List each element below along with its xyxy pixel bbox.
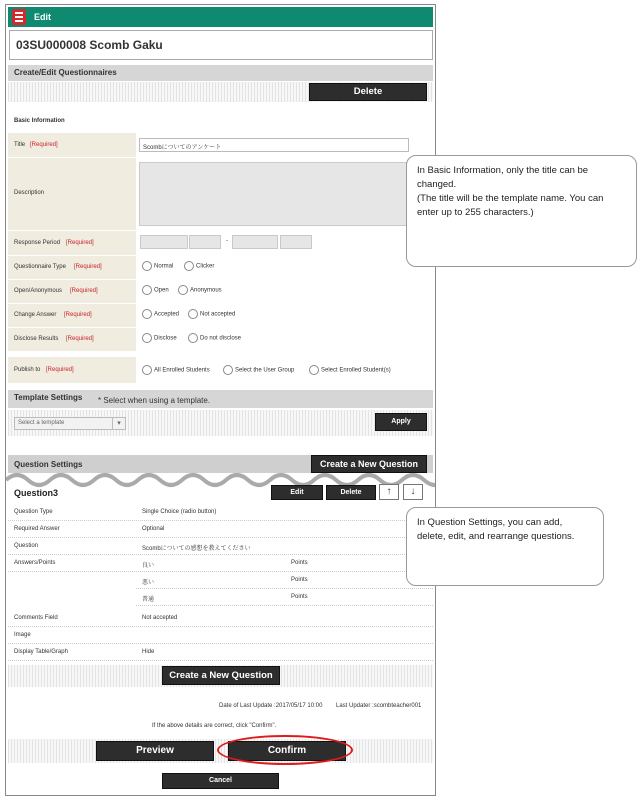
disclose-label: Disclose Results: [14, 336, 59, 342]
table-row: Answers/Points 良い Points: [8, 555, 433, 572]
required-tag: [Required]: [66, 336, 94, 342]
app-logo-icon: [12, 9, 26, 25]
anon-row-label: [8, 280, 136, 304]
required-tag: [Required]: [70, 288, 98, 294]
apply-button[interactable]: Apply: [375, 413, 427, 431]
table-row: Question Scombについての感想を教えてください: [8, 538, 433, 555]
radio-icon: [188, 333, 198, 343]
radio-icon: [142, 285, 152, 295]
chevron-down-icon: ▾: [112, 418, 125, 429]
required-tag: [Required]: [74, 264, 102, 270]
confirm-highlight-ellipse: [217, 735, 353, 765]
template-title: Template Settings: [14, 393, 83, 402]
end-date-input[interactable]: [232, 235, 278, 249]
not-disclose-option[interactable]: Do not disclose: [188, 333, 241, 343]
template-note: * Select when using a template.: [98, 396, 211, 405]
confirm-notice: If the above details are correct, click "Confirm".: [152, 723, 277, 729]
description-label: Description: [14, 190, 45, 196]
start-time-input[interactable]: [189, 235, 221, 249]
section-title: Create/Edit Questionnaires: [14, 68, 117, 77]
question-settings-callout: In Question Settings, you can add, delete, edit, and rearrange questions.: [406, 507, 604, 586]
cancel-button[interactable]: Cancel: [162, 773, 279, 789]
response-period-label: Response Period: [14, 240, 61, 246]
end-time-input[interactable]: [280, 235, 312, 249]
title-input-value: Scombについてのアンケート: [143, 145, 222, 151]
course-name: 03SU000008 Scomb Gaku: [16, 38, 163, 52]
course-name-box: [9, 30, 433, 60]
table-row: Question Type Single Choice (radio button): [8, 504, 433, 521]
preview-button[interactable]: Preview: [96, 741, 214, 761]
confirm-button[interactable]: Confirm: [228, 741, 346, 761]
table-row: Image: [8, 627, 433, 644]
edit-window: [5, 4, 436, 796]
response-period-row-label: [8, 231, 136, 256]
start-date-input[interactable]: [140, 235, 188, 249]
radio-icon: [142, 333, 152, 343]
create-question-button[interactable]: Create a New Question: [162, 666, 280, 685]
type-label: Questionnaire Type: [14, 264, 66, 270]
publish-students-option[interactable]: Select Enrolled Student(s): [309, 365, 391, 375]
required-tag: [Required]: [46, 367, 74, 373]
move-up-icon[interactable]: ↑: [379, 484, 399, 500]
publish-row-label: [8, 357, 136, 384]
radio-icon: [188, 309, 198, 319]
table-row: 普通 Points: [136, 589, 433, 606]
required-tag: [Required]: [30, 142, 58, 148]
description-row-label: [8, 158, 136, 231]
type-row-label: [8, 256, 136, 280]
type-normal-option[interactable]: Normal: [142, 261, 173, 271]
radio-icon: [309, 365, 319, 375]
publish-all-option[interactable]: All Enrolled Students: [142, 365, 210, 375]
change-row-label: [8, 304, 136, 328]
required-tag: [Required]: [66, 240, 94, 246]
question-name: Question3: [14, 488, 59, 498]
anon-open-option[interactable]: Open: [142, 285, 169, 295]
title-label: Title: [14, 142, 26, 148]
radio-icon: [142, 365, 152, 375]
table-row: Display Table/Graph Hide: [8, 644, 433, 661]
radio-icon: [184, 261, 194, 271]
table-row: 悪い Points: [136, 572, 433, 589]
type-clicker-option[interactable]: Clicker: [184, 261, 214, 271]
last-update: Date of Last Update :2017/05/17 10:00: [219, 703, 323, 709]
publish-group-option[interactable]: Select the User Group: [223, 365, 294, 375]
disclose-option[interactable]: Disclose: [142, 333, 177, 343]
edit-question-button[interactable]: Edit: [271, 485, 323, 500]
change-label: Change Answer: [14, 312, 57, 318]
title-row-label: [8, 133, 136, 158]
description-textarea[interactable]: [139, 162, 409, 226]
basic-info-title: Basic Information: [14, 118, 65, 124]
window-title: Edit: [34, 12, 51, 22]
create-question-button-top[interactable]: Create a New Question: [311, 455, 427, 473]
required-tag: [Required]: [64, 312, 92, 318]
template-select[interactable]: [14, 417, 126, 430]
radio-icon: [178, 285, 188, 295]
anon-anonymous-option[interactable]: Anonymous: [178, 285, 222, 295]
publish-label: Publish to: [14, 367, 41, 373]
template-header: [8, 390, 433, 408]
title-input[interactable]: [139, 138, 409, 152]
change-accepted-option[interactable]: Accepted: [142, 309, 179, 319]
table-row: Comments Field Not accepted: [8, 610, 433, 627]
delete-button[interactable]: Delete: [309, 83, 427, 101]
anon-label: Open/Anonymous: [14, 288, 63, 294]
basic-info-callout: In Basic Information, only the title can be changed. (The title will be the template name. You can enter up to 255 characters.): [406, 155, 637, 267]
delete-question-button[interactable]: Delete: [326, 485, 376, 500]
question-settings-title: Question Settings: [14, 460, 83, 469]
table-row: Required Answer Optional: [8, 521, 433, 538]
move-down-icon[interactable]: ↓: [403, 484, 423, 500]
radio-icon: [142, 261, 152, 271]
period-separator: -: [226, 238, 228, 244]
title-bar: [8, 7, 433, 27]
disclose-row-label: [8, 328, 136, 352]
change-not-accepted-option[interactable]: Not accepted: [188, 309, 235, 319]
radio-icon: [142, 309, 152, 319]
last-updater: Last Updater :scombteacher001: [336, 703, 422, 709]
section-header: [8, 65, 433, 81]
template-select-placeholder: Select a template: [18, 420, 65, 426]
radio-icon: [223, 365, 233, 375]
